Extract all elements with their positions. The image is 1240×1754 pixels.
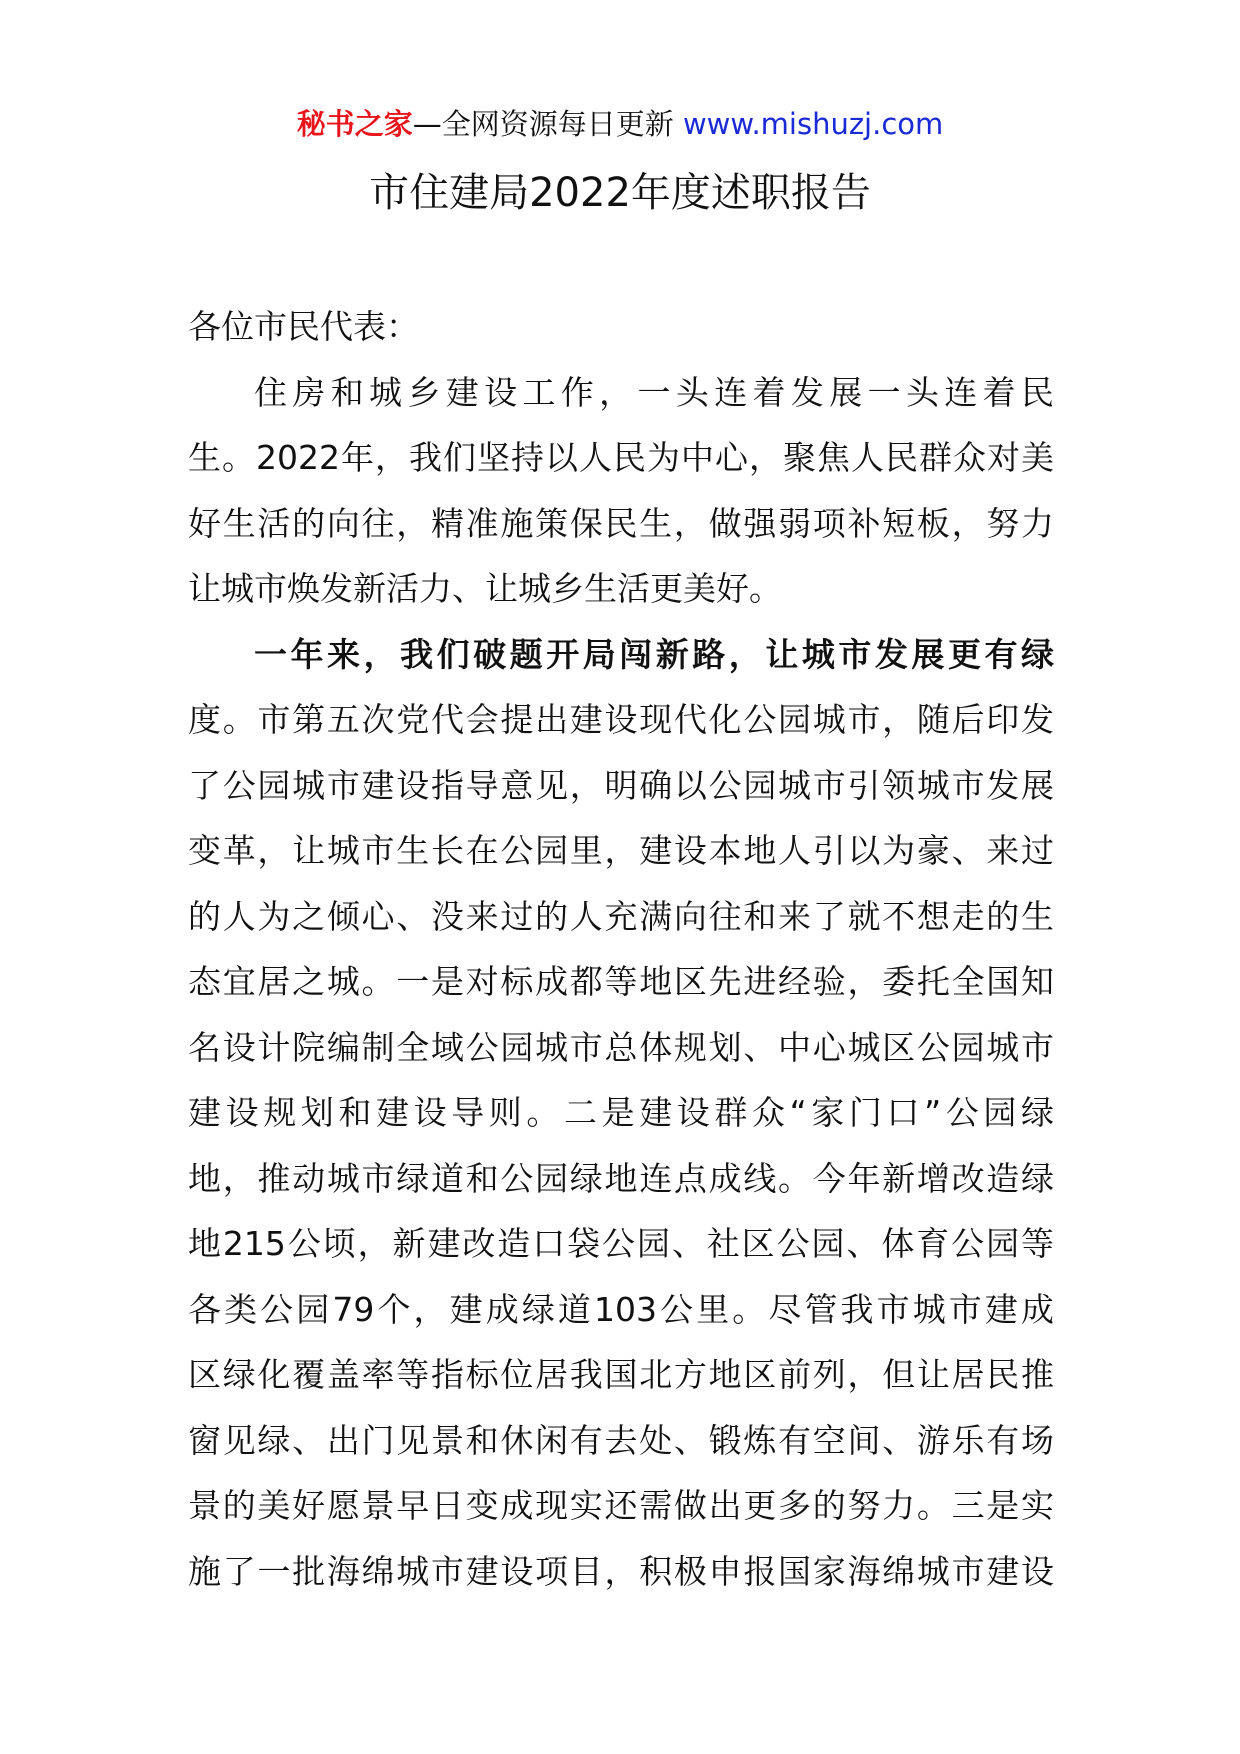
paragraph-line: 生。2022年，我们坚持以人民为中心，聚焦人民群众对美	[188, 438, 1054, 477]
paragraph-line: 好生活的向往，精准施策保民生，做强弱项补短板，努力	[188, 503, 1054, 543]
paragraph-line: 地，推动城市绿道和公园绿地连点成线。今年新增改造绿	[188, 1158, 1054, 1198]
paragraph-line: 变革，让城市生长在公园里，建设本地人引以为豪、来过	[188, 831, 1054, 870]
paragraph-line: 地215公顷，新建改造口袋公园、社区公园、体育公园等	[188, 1224, 1054, 1263]
paragraph-line: 名设计院编制全域公园城市总体规划、中心城区公园城市	[188, 1027, 1054, 1067]
paragraph-line: 景的美好愿景早日变成现实还需做出更多的努力。三是实	[188, 1486, 1054, 1525]
paragraph-line: 度。市第五次党代会提出建设现代化公园城市，随后印发	[188, 700, 1054, 739]
document-body	[188, 294, 1054, 1604]
paragraph-line: 一年来，我们破题开局闯新路，让城市发展更有绿	[254, 634, 1054, 674]
paragraph-line: 住房和城乡建设工作，一头连着发展一头连着民	[254, 372, 1054, 412]
paragraph-line: 窗见绿、出门见景和休闲有去处、锻炼有空间、游乐有场	[188, 1420, 1054, 1460]
watermark-banner	[0, 104, 1240, 144]
paragraph-line: 区绿化覆盖率等指标位居我国北方地区前列，但让居民推	[188, 1355, 1054, 1394]
paragraph-line: 各类公园79个，建成绿道103公里。尽管我市城市建成	[188, 1289, 1054, 1329]
salutation: 各位市民代表：	[188, 307, 419, 346]
watermark-brand: 秘书之家	[296, 107, 413, 141]
paragraph-2	[188, 622, 1054, 1605]
paragraph-line: 建设规划和建设导则。二是建设群众“家门口”公园绿	[188, 1093, 1054, 1132]
document-title: 市住建局2022年度述职报告	[369, 170, 871, 216]
paragraph-line: 的人为之倾心、没来过的人充满向往和来了就不想走的生	[188, 896, 1054, 936]
watermark-url[interactable]: www.mishuzj.com	[682, 107, 944, 141]
paragraph-line: 让城市焕发新活力、让城乡生活更美好。	[188, 569, 782, 608]
paragraph-line: 了公园城市建设指导意见，明确以公园城市引领城市发展	[188, 765, 1054, 805]
paragraph-line: 施了一批海绵城市建设项目，积极申报国家海绵城市建设	[188, 1551, 1054, 1591]
paragraph-line: 态宜居之城。一是对标成都等地区先进经验，委托全国知	[188, 962, 1054, 1001]
paragraph-1	[188, 360, 1054, 622]
watermark-slogan: —全网资源每日更新	[412, 107, 683, 141]
